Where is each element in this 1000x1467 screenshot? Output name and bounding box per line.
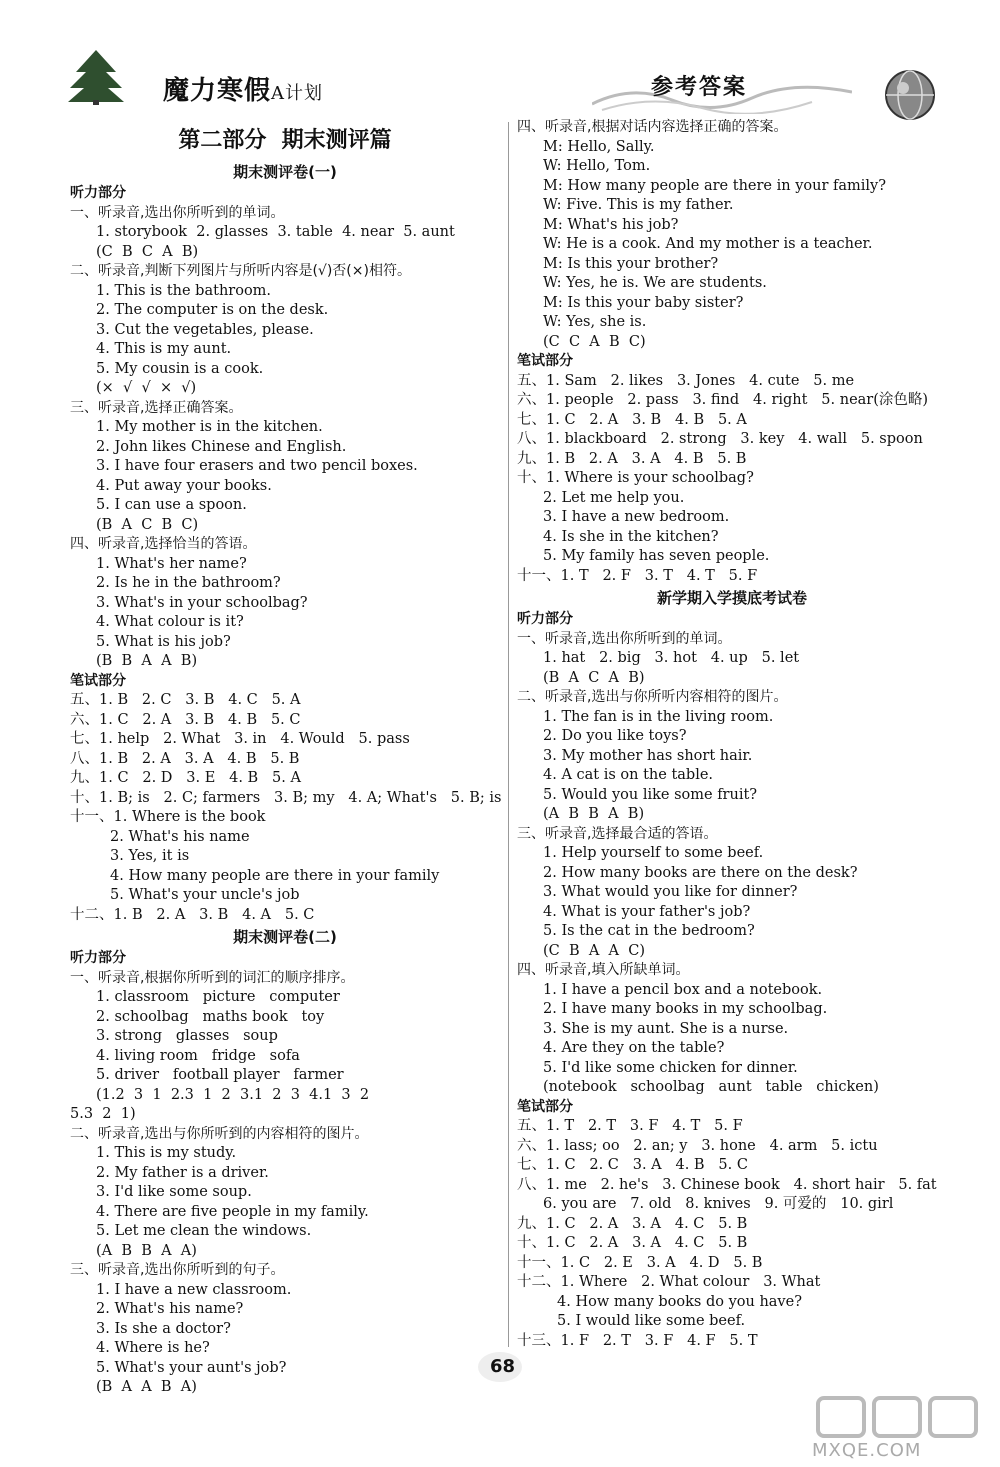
left-answer-line: 一、听录音,根据你所听到的词汇的顺序排序。	[70, 969, 355, 986]
left-answer-line: 1. My mother is in the kitchen.	[96, 419, 323, 435]
right-answer-line: 六、1. lass; oo 2. an; y 3. hone 4. arm 5. ictu	[517, 1137, 878, 1154]
left-answer-line: (A B B A A)	[96, 1242, 197, 1259]
right-answer-line: W: He is a cook. And my mother is a teacher.	[543, 236, 873, 252]
right-answer-line: 5. Is the cat in the bedroom?	[543, 923, 755, 939]
right-answer-line: 2. How many books are there on the desk?	[543, 864, 858, 881]
left-answer-line: 4. How many people are there in your family	[110, 867, 440, 884]
left-column	[70, 118, 500, 1398]
left-answer-line: 九、1. C 2. D 3. E 4. B 5. A	[70, 770, 301, 786]
right-answer-line: (A B B A B)	[543, 806, 645, 822]
right-answer-line: 3. She is my aunt. She is a nurse.	[543, 1020, 789, 1037]
right-answer-line: 4. How many books do you have?	[557, 1293, 802, 1310]
right-answer-line: 笔试部分	[517, 353, 573, 369]
left-answer-line: (B B A A B)	[96, 653, 198, 669]
left-answer-line: 3. I have four erasers and two pencil boxes.	[96, 458, 418, 474]
column-divider	[508, 122, 509, 1347]
right-answer-line: 1. The fan is in the living room.	[543, 708, 774, 725]
right-answer-line: 七、1. C 2. A 3. B 4. B 5. A	[517, 411, 747, 428]
right-answer-line: 八、1. blackboard 2. strong 3. key 4. wall 5. spoon	[517, 431, 923, 447]
left-answer-line: 5. What's your aunt's job?	[96, 1359, 287, 1376]
left-answer-line: 六、1. C 2. A 3. B 4. B 5. C	[70, 711, 301, 728]
left-answer-line: 十一、1. Where is the book	[70, 809, 266, 825]
globe-icon	[883, 68, 937, 122]
right-answer-line: 五、1. T 2. T 3. F 4. T 5. F	[517, 1118, 743, 1134]
right-answer-line: 六、1. people 2. pass 3. find 4. right 5. near(涂色略)	[517, 392, 929, 408]
left-answer-line: 5. What's your uncle's job	[110, 887, 300, 903]
left-answer-line: 听力部分	[70, 185, 126, 201]
right-answer-line: (notebook schoolbag aunt table chicken)	[543, 1079, 879, 1095]
left-answer-line: 八、1. B 2. A 3. A 4. B 5. B	[70, 750, 300, 767]
left-answer-line: 十二、1. B 2. A 3. B 4. A 5. C	[70, 906, 315, 923]
watermark-text: MXQE.COM	[812, 1440, 922, 1461]
right-answer-line: 二、听录音,选出与你所听内容相符的图片。	[517, 689, 788, 705]
left-answer-line: 4. This is my aunt.	[96, 341, 232, 357]
right-answer-line: 1. Help yourself to some beef.	[543, 845, 764, 861]
right-answer-line: 3. My mother has short hair.	[543, 747, 753, 764]
left-answer-line: 笔试部分	[70, 672, 126, 689]
right-answer-line: W: Five. This is my father.	[543, 197, 734, 213]
right-answer-line: 十一、1. T 2. F 3. T 4. T 5. F	[517, 567, 758, 584]
right-answer-line: 新学期入学摸底考试卷	[656, 589, 807, 607]
right-answer-line: 一、听录音,选出你所听到的单词。	[517, 630, 732, 647]
left-answer-line: (× √ √ × √)	[96, 380, 197, 396]
left-answer-line: 5. I can use a spoon.	[96, 497, 247, 513]
right-answer-line: (C B A A C)	[543, 942, 645, 959]
right-answer-line: 听力部分	[517, 611, 573, 627]
right-answer-line: 九、1. B 2. A 3. A 4. B 5. B	[517, 450, 747, 467]
left-answer-line: 3. strong glasses soup	[96, 1028, 278, 1044]
left-answer-line: 4. Put away your books.	[96, 477, 272, 494]
left-answer-line: (C B C A B)	[96, 243, 199, 260]
right-answer-line: 十、1. C 2. A 3. A 4. C 5. B	[517, 1235, 748, 1251]
section-tag: 参考答案	[651, 74, 748, 100]
right-answer-line: 6. you are 7. old 8. knives 9. 可爱的 10. girl	[543, 1196, 894, 1212]
right-answer-line: 五、1. Sam 2. likes 3. Jones 4. cute 5. me	[517, 372, 855, 389]
right-answer-line: 十一、1. C 2. E 3. A 4. D 5. B	[517, 1254, 763, 1271]
right-answer-line: 3. What would you like for dinner?	[543, 884, 798, 900]
right-answer-line: 四、听录音,填入所缺单词。	[517, 962, 690, 978]
left-answer-line: 七、1. help 2. What 3. in 4. Would 5. pass	[70, 731, 410, 747]
right-answer-line: W: Yes, she is.	[543, 314, 647, 330]
page-header	[0, 0, 1000, 115]
left-answer-line: 2. The computer is on the desk.	[96, 302, 329, 318]
left-answer-line: 5. What is his job?	[96, 633, 231, 650]
left-answer-line: 2. John likes Chinese and English.	[96, 438, 347, 455]
right-answer-line: M: Hello, Sally.	[543, 138, 655, 155]
left-answer-line: 2. Is he in the bathroom?	[96, 575, 281, 591]
right-answer-line: 4. A cat is on the table.	[543, 767, 714, 783]
left-answer-line: 四、听录音,选择恰当的答语。	[70, 536, 257, 552]
left-answer-line: 十、1. B; is 2. C; farmers 3. B; my 4. A; What's 5. B; is	[70, 789, 502, 806]
page-number: 68	[490, 1356, 516, 1377]
right-answer-line: 2. I have many books in my schoolbag.	[543, 1001, 828, 1017]
right-answer-line: (C C A B C)	[543, 333, 646, 350]
right-answer-line: 5. I'd like some chicken for dinner.	[543, 1059, 798, 1076]
right-answer-line: 九、1. C 2. A 3. A 4. C 5. B	[517, 1215, 748, 1232]
left-answer-line: 3. Cut the vegetables, please.	[96, 321, 314, 338]
left-answer-line: 五、1. B 2. C 3. B 4. C 5. A	[70, 692, 301, 708]
left-answer-line: 5. My cousin is a cook.	[96, 360, 264, 377]
right-answer-line: M: How many people are there in your family?	[543, 177, 886, 194]
right-answer-line: 2. Do you like toys?	[543, 728, 687, 744]
left-answer-line: 5. driver football player farmer	[96, 1067, 344, 1083]
left-answer-line: 3. Yes, it is	[110, 848, 190, 864]
right-answer-line: 5. Would you like some fruit?	[543, 786, 758, 803]
brand-title: 魔力寒假A计划	[163, 76, 324, 106]
left-answer-line: 2. What's his name?	[96, 1301, 244, 1317]
right-answer-line: 4. Is she in the kitchen?	[543, 528, 719, 545]
left-answer-line: 1. What's her name?	[96, 555, 247, 572]
right-answer-line: 笔试部分	[517, 1098, 573, 1115]
left-answer-line: 5.3 2 1)	[70, 1106, 136, 1122]
right-answer-line: 1. hat 2. big 3. hot 4. up 5. let	[543, 650, 800, 666]
left-answer-line: 一、听录音,选出你所听到的单词。	[70, 204, 285, 221]
left-answer-line: 第二部分 期末测评篇	[178, 128, 392, 153]
left-answer-line: 期末测评卷(二)	[233, 928, 337, 946]
left-answer-line: 1. I have a new classroom.	[96, 1281, 292, 1298]
left-answer-line: 1. This is the bathroom.	[96, 282, 272, 299]
left-answer-line: 3. Is she a doctor?	[96, 1320, 231, 1337]
right-answer-line: 十二、1. Where 2. What colour 3. What	[517, 1274, 821, 1290]
left-answer-line: 1. classroom picture computer	[96, 989, 340, 1005]
left-answer-line: 3. What's in your schoolbag?	[96, 594, 308, 611]
right-answer-line: 4. Are they on the table?	[543, 1040, 725, 1056]
left-answer-line: (B A A B A)	[96, 1379, 197, 1395]
right-answer-line: 2. Let me help you.	[543, 489, 685, 506]
right-answer-line: 十、1. Where is your schoolbag?	[517, 470, 754, 486]
right-answer-line: 八、1. me 2. he's 3. Chinese book 4. short hair 5. fat	[517, 1176, 937, 1193]
left-answer-line: 1. storybook 2. glasses 3. table 4. near 5. aunt	[96, 224, 455, 240]
left-answer-line: (1.2 3 1 2.3 1 2 3.1 2 3 4.1 3 2	[96, 1086, 370, 1103]
right-answer-line: 3. I have a new bedroom.	[543, 509, 730, 525]
right-answer-line: W: Yes, he is. We are students.	[543, 275, 767, 291]
left-answer-line: 2. My father is a driver.	[96, 1164, 269, 1181]
right-answer-line: 四、听录音,根据对话内容选择正确的答案。	[517, 119, 788, 135]
right-answer-line: 十三、1. F 2. T 3. F 4. F 5. T	[517, 1332, 758, 1349]
right-answer-line: 5. I would like some beef.	[557, 1313, 746, 1329]
left-answer-line: 二、听录音,选出与你所听到的内容相符的图片。	[70, 1125, 369, 1142]
left-answer-line: 4. living room fridge sofa	[96, 1047, 300, 1064]
right-answer-line: 1. I have a pencil box and a notebook.	[543, 981, 823, 998]
left-answer-line: 三、听录音,选择正确答案。	[70, 399, 243, 416]
right-answer-line: M: Is this your brother?	[543, 255, 719, 272]
right-answer-line: 4. What is your father's job?	[543, 903, 751, 920]
right-answer-line: M: What's his job?	[543, 216, 679, 233]
left-answer-line: 4. What colour is it?	[96, 614, 244, 630]
right-answer-line: 三、听录音,选择最合适的答语。	[517, 825, 718, 842]
right-column	[517, 118, 947, 1351]
right-answer-line: M: Is this your baby sister?	[543, 294, 744, 311]
left-answer-line: 期末测评卷(一)	[233, 163, 337, 181]
left-answer-line: 二、听录音,判断下列图片与所听内容是(√)否(×)相符。	[70, 263, 411, 279]
left-answer-line: 4. There are five people in my family.	[96, 1203, 369, 1220]
right-answer-line: 5. My family has seven people.	[543, 548, 770, 564]
left-answer-line: 三、听录音,选出你所听到的句子。	[70, 1262, 285, 1278]
left-answer-line: 4. Where is he?	[96, 1340, 210, 1356]
right-answer-line: W: Hello, Tom.	[543, 158, 651, 174]
right-answer-line: (B A C A B)	[543, 669, 645, 686]
left-answer-line: 2. schoolbag maths book toy	[96, 1008, 325, 1025]
left-answer-line: 1. This is my study.	[96, 1145, 237, 1161]
left-answer-line: 5. Let me clean the windows.	[96, 1223, 312, 1239]
left-answer-line: 2. What's his name	[110, 828, 250, 845]
left-answer-line: (B A C B C)	[96, 516, 199, 533]
pine-tree-icon	[66, 50, 126, 105]
left-answer-line: 3. I'd like some soup.	[96, 1184, 252, 1200]
right-answer-line: 七、1. C 2. C 3. A 4. B 5. C	[517, 1157, 748, 1173]
left-answer-line: 听力部分	[70, 950, 126, 966]
